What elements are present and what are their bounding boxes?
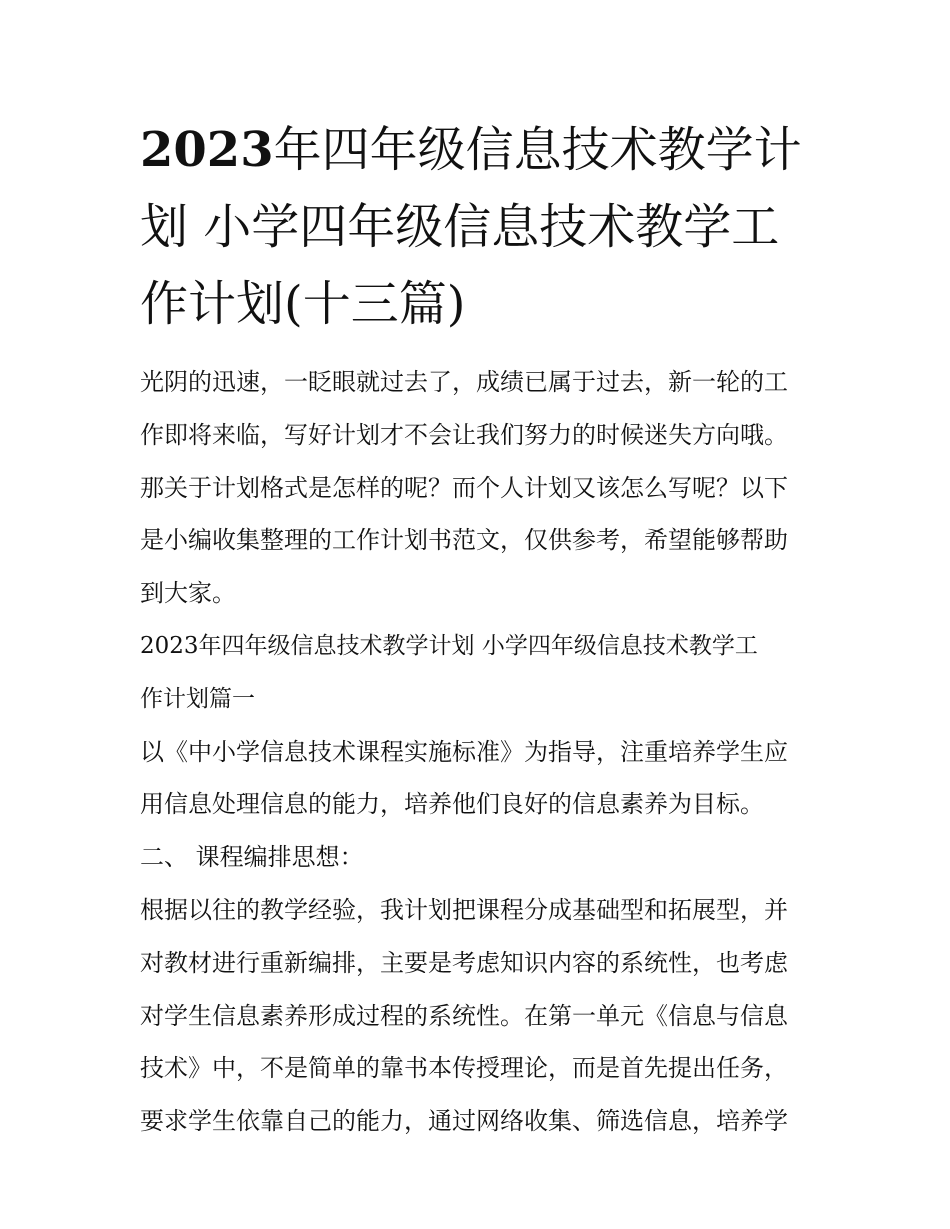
- text-line: 到大家。: [140, 579, 236, 608]
- text-line: 光阴的迅速，一眨眼就过去了，成绩已属于过去，新一轮的工: [140, 368, 788, 396]
- text-line: 对学生信息素养形成过程的系统性。在第一单元《信息与信息: [140, 1001, 788, 1030]
- text-line: 2023年四年级信息技术教学计划 小学四年级信息技术教学工: [140, 632, 758, 659]
- title-line-3: 作计划(十三篇): [140, 276, 466, 332]
- intro-paragraph: [140, 356, 820, 620]
- text-line: 技术》中，不是简单的靠书本传授理论，而是首先提出任务，: [140, 1054, 788, 1083]
- section-heading: [140, 620, 820, 726]
- document-title: [140, 112, 820, 343]
- title-line-2: 划 小学四年级信息技术教学工: [140, 199, 780, 255]
- guideline-paragraph: [140, 726, 820, 832]
- text-line: 以《中小学信息技术课程实施标准》为指导，注重培养学生应: [140, 737, 788, 766]
- curriculum-paragraph: [140, 884, 820, 1148]
- text-line: 要求学生依靠自己的能力，通过网络收集、筛选信息，培养学: [140, 1107, 788, 1136]
- text-line: 作即将来临，写好计划才不会让我们努力的时候迷失方向哦。: [140, 420, 788, 449]
- text-line: 二、 课程编排思想：: [140, 843, 364, 872]
- document-body: [140, 356, 820, 1148]
- text-line: 那关于计划格式是怎样的呢？而个人计划又该怎么写呢？以下: [140, 473, 788, 502]
- title-year: 2023: [140, 122, 274, 178]
- title-line-1-text: 年四年级信息技术教学计: [273, 122, 802, 178]
- text-line: 是小编收集整理的工作计划书范文，仅供参考，希望能够帮助: [140, 526, 788, 555]
- text-line: 用信息处理信息的能力，培养他们良好的信息素养为目标。: [140, 790, 764, 819]
- text-line: 对教材进行重新编排，主要是考虑知识内容的系统性，也考虑: [140, 948, 788, 977]
- curriculum-heading: [140, 831, 820, 884]
- text-line: 根据以往的教学经验，我计划把课程分成基础型和拓展型，并: [140, 895, 788, 924]
- title-line-1: [140, 112, 820, 189]
- text-line: 作计划篇一: [140, 685, 255, 712]
